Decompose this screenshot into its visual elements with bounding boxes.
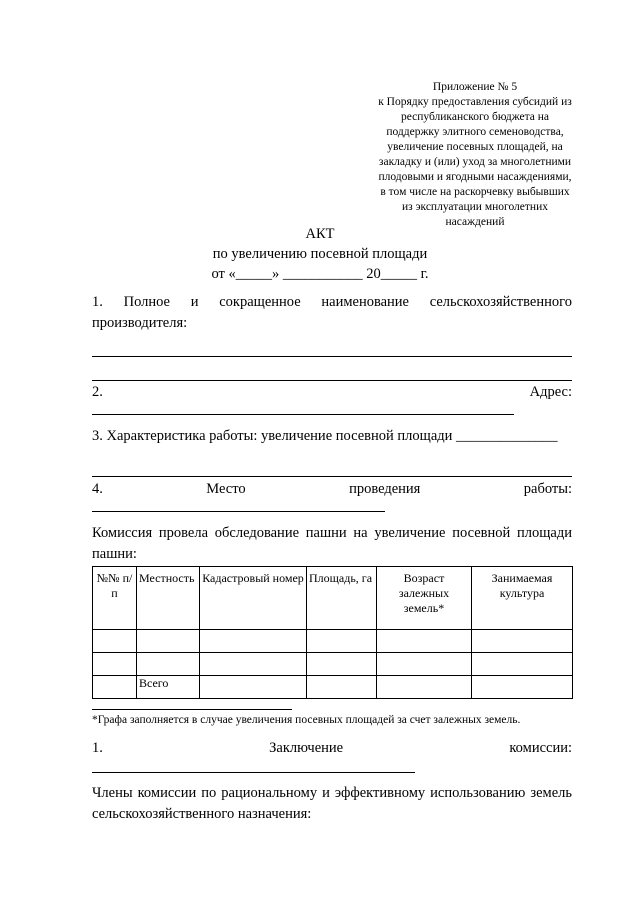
section4-line <box>92 479 572 500</box>
conclusion-label: Заключение <box>269 740 344 756</box>
footnote: *Графа заполняется в случае увеличения посевных площадей за счет залежных земель. <box>92 714 521 726</box>
section1-word: и <box>190 294 199 310</box>
table-row <box>93 653 573 676</box>
appendix-line: к Порядку предоставления субсидий из <box>378 96 572 108</box>
table-row <box>93 630 573 653</box>
act-title: АКТ <box>305 226 335 242</box>
table-cell[interactable] <box>200 630 307 653</box>
table-cell[interactable] <box>200 676 307 699</box>
conclusion-tail: комиссии: <box>509 740 572 756</box>
table-cell[interactable] <box>472 653 573 676</box>
appendix-line: из эксплуатации многолетних <box>402 201 548 213</box>
address-label: Адрес: <box>529 384 572 400</box>
table-total-row <box>93 676 573 699</box>
appendix-line: увеличение посевных площадей, на <box>387 141 563 153</box>
act-date-line: от «_____» ___________ 20_____ г. <box>211 266 429 282</box>
col-header-crop: Занимаемая культура <box>472 567 573 630</box>
col-header-fallow-age: Возраст залежных земель* <box>377 567 472 630</box>
survey-table <box>92 566 573 699</box>
appendix-line: насаждений <box>445 216 505 228</box>
table-header-row <box>93 567 573 630</box>
producer-short-name-field[interactable] <box>92 380 572 381</box>
table-cell[interactable] <box>472 676 573 699</box>
appendix-header <box>360 80 590 230</box>
table-cell[interactable] <box>93 630 137 653</box>
col-header-cadastral: Кадастровый номер <box>200 567 307 630</box>
producer-name-field[interactable] <box>92 356 572 357</box>
appendix-line: плодовыми и ягодными насаждениями, <box>378 171 572 183</box>
commission-members-text: Члены комиссии по рациональному и эффективному использованию земель сельскохозяйственного назначения: <box>92 785 572 822</box>
col-header-locality: Местность <box>137 567 200 630</box>
appendix-line: республиканского бюджета на <box>400 111 550 123</box>
footnote-separator <box>92 709 292 710</box>
appendix-line: поддержку элитного семеноводства, <box>386 126 564 138</box>
section3-line: 3. Характеристика работы: увеличение посевной площади ______________ <box>92 428 558 444</box>
col-header-area: Площадь, га <box>307 567 377 630</box>
col-header-number: №№ п/п <box>93 567 137 630</box>
section1-word: сокращенное <box>219 294 301 310</box>
appendix-line: Приложение № 5 <box>432 81 518 93</box>
section2-line <box>92 382 572 403</box>
section1-line1 <box>92 292 572 313</box>
table-cell[interactable] <box>307 630 377 653</box>
table-cell[interactable] <box>307 653 377 676</box>
conclusion-number: 1. <box>92 740 103 756</box>
table-cell[interactable] <box>93 653 137 676</box>
table-cell[interactable] <box>137 653 200 676</box>
work-characteristics-field[interactable] <box>92 476 572 477</box>
section1-line2: производителя: <box>92 315 188 331</box>
section1-word: наименование <box>321 294 409 310</box>
section2-number: 2. <box>92 384 103 400</box>
commission-text: Комиссия провела обследование пашни на увеличение посевной площади пашни: <box>92 525 572 562</box>
section4-word: проведения <box>349 481 421 497</box>
act-subtitle: по увеличению посевной площади <box>212 246 428 262</box>
section4-number: 4. <box>92 481 103 497</box>
section1-word: сельскохозяйственного <box>429 294 572 310</box>
conclusion-field[interactable] <box>92 772 415 773</box>
work-location-field[interactable] <box>92 511 385 512</box>
table-cell[interactable] <box>137 630 200 653</box>
total-label: Всего <box>137 676 200 699</box>
table-cell[interactable] <box>377 676 472 699</box>
section4-word: работы: <box>523 481 572 497</box>
section1-word: Полное <box>123 294 170 310</box>
table-cell[interactable] <box>377 630 472 653</box>
table-cell[interactable] <box>200 653 307 676</box>
section1-number: 1. <box>92 294 103 310</box>
appendix-line: закладку и (или) уход за многолетними <box>378 156 572 168</box>
appendix-line: в том числе на раскорчевку выбывших <box>380 186 570 198</box>
section4-word: Место <box>206 481 246 497</box>
table-cell[interactable] <box>93 676 137 699</box>
table-cell[interactable] <box>307 676 377 699</box>
table-cell[interactable] <box>472 630 573 653</box>
conclusion-line <box>92 738 572 759</box>
address-field[interactable] <box>92 414 514 415</box>
table-cell[interactable] <box>377 653 472 676</box>
